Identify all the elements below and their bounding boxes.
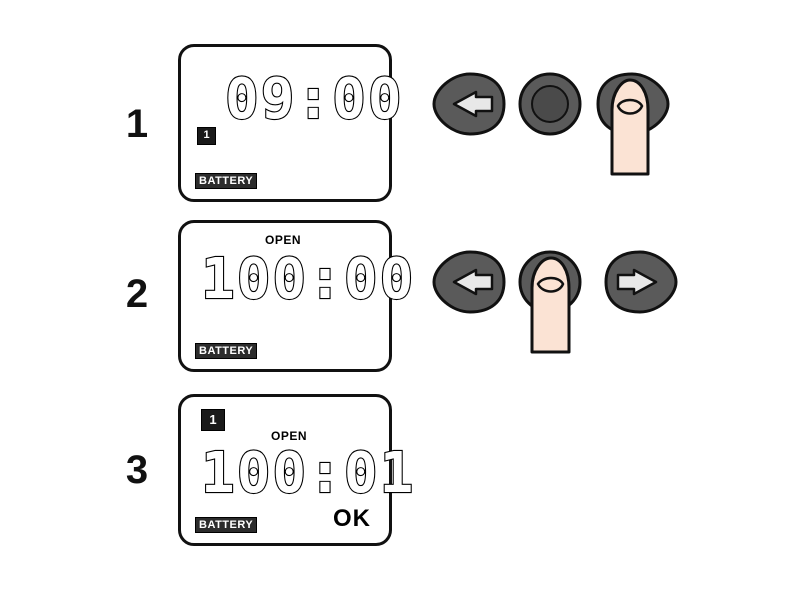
step-number: 3 — [125, 448, 149, 492]
battery-indicator: BATTERY — [195, 517, 257, 533]
lcd-digits — [201, 441, 415, 506]
step-number: 1 — [125, 102, 149, 146]
open-indicator: OPEN — [265, 233, 302, 247]
left-arrow-button[interactable] — [430, 70, 510, 138]
battery-indicator: BATTERY — [195, 343, 257, 359]
center-round-button[interactable] — [516, 70, 584, 138]
ok-indicator: OK — [333, 505, 371, 532]
lcd-panel-step-2 — [178, 220, 416, 372]
lcd-digits-text: 09:00 — [225, 67, 404, 132]
circle-button-icon — [520, 74, 580, 134]
right-arrow-button[interactable] — [592, 70, 672, 138]
lcd-digits — [225, 67, 404, 132]
arrow-left-icon — [434, 74, 504, 134]
center-round-button[interactable] — [516, 248, 584, 316]
arrow-right-icon — [598, 74, 668, 134]
circle-button-icon — [520, 252, 580, 312]
open-indicator: OPEN — [271, 429, 308, 443]
arrow-left-icon — [434, 252, 504, 312]
memory-indicator: 1 — [201, 409, 225, 431]
left-arrow-button[interactable] — [430, 248, 510, 316]
step-number: 2 — [125, 272, 149, 316]
lcd-panel-step-3 — [178, 394, 416, 546]
memory-indicator: 1 — [197, 127, 216, 145]
battery-indicator: BATTERY — [195, 173, 257, 189]
right-arrow-button[interactable] — [600, 248, 680, 316]
arrow-right-icon — [606, 252, 676, 312]
lcd-panel-step-1 — [178, 44, 404, 202]
lcd-digits-text: 100:00 — [201, 247, 416, 312]
lcd-digits-text: 100:01 — [201, 441, 416, 506]
lcd-digits — [201, 247, 415, 312]
